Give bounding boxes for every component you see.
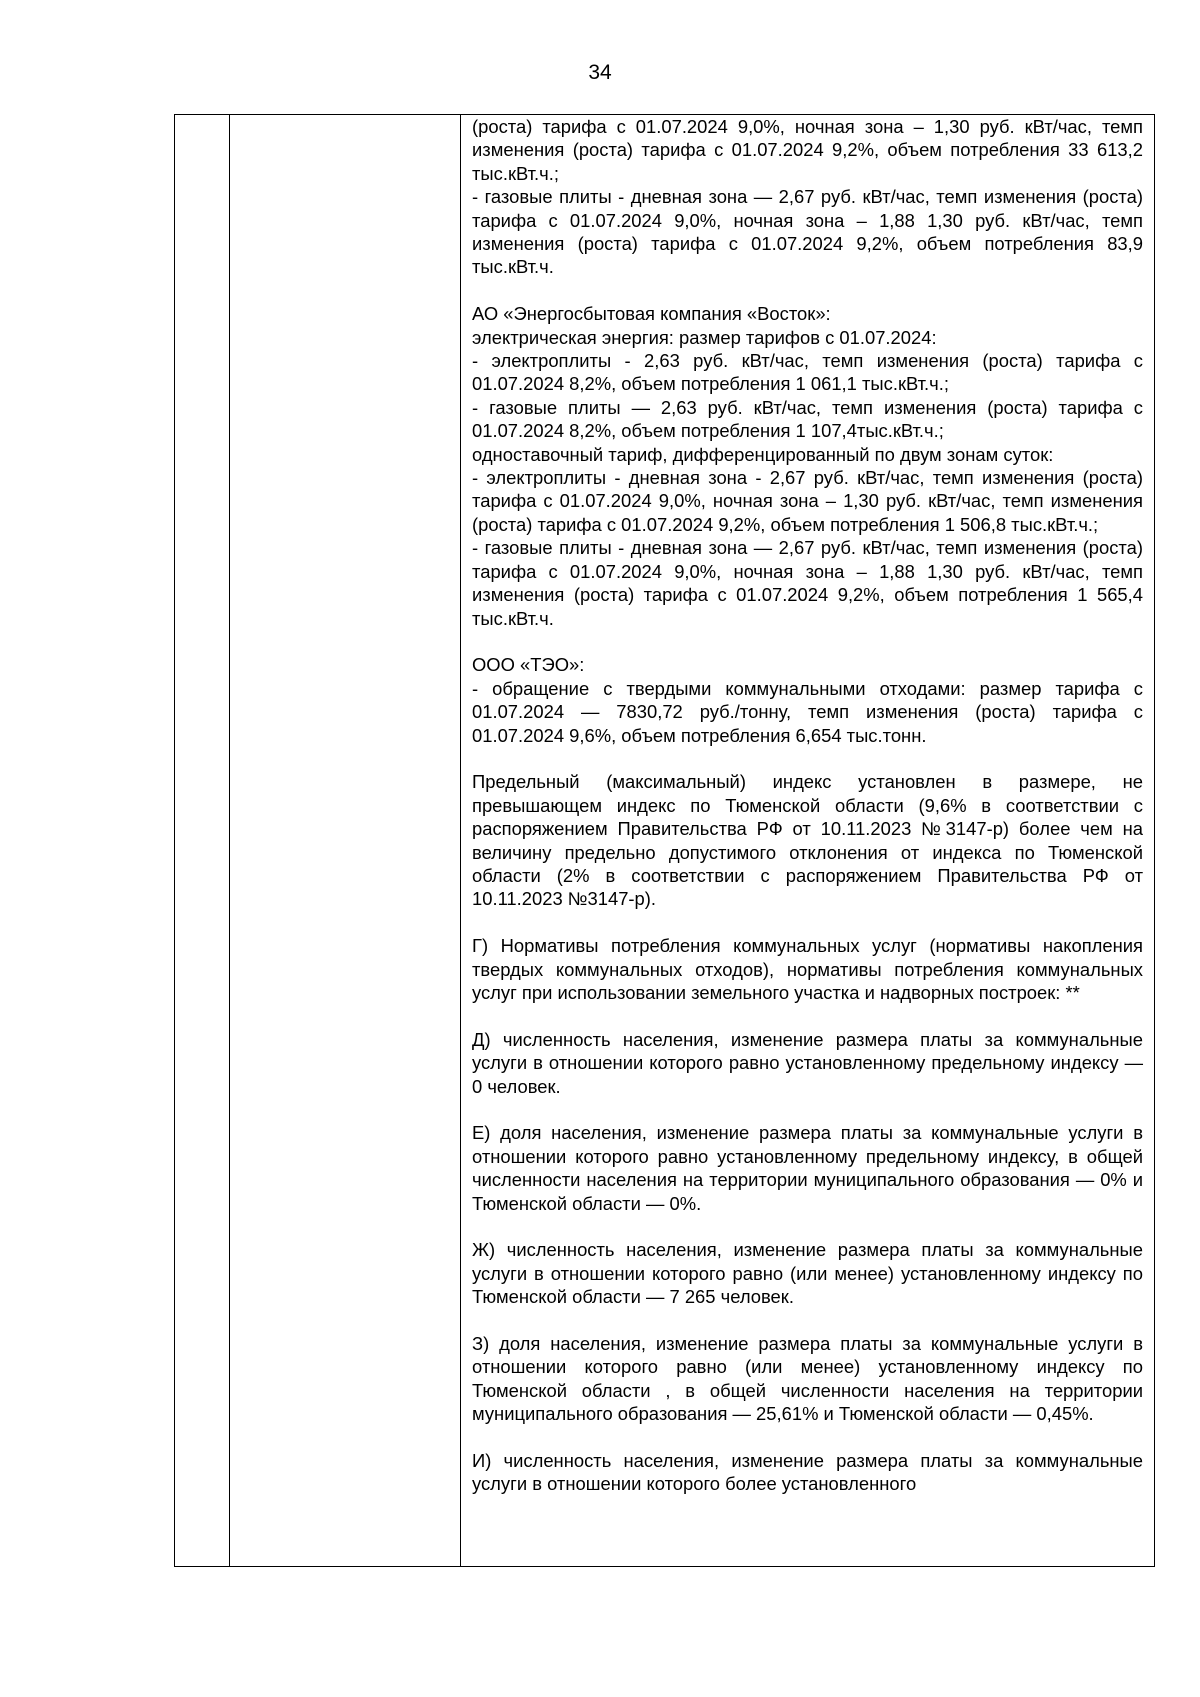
table-paragraph: - газовые плиты - дневная зона — 2,67 руб. кВт/час, темп изменения (роста) тарифа с 01.07.2024 9,0%, ночная зона – 1,88 1,30 руб. кВт/час, темп изменения (роста) тарифа с 01.07.2024 9,2%, объем потребления 1 565,4 тыс.кВт.ч. <box>472 537 1143 629</box>
table-paragraph: И) численность населения, изменение размера платы за коммунальные услуги в отношении которого более установленного <box>472 1450 1143 1495</box>
table-paragraph: электрическая энергия: размер тарифов с 01.07.2024: <box>472 326 937 348</box>
document-table <box>174 114 1155 1567</box>
table-paragraph: одноставочный тариф, дифференцированный по двум зонам суток: <box>472 443 1054 465</box>
table-paragraph: Е) доля населения, изменение размера платы за коммунальные услуги в отношении которого равно установленному предельному индексу, в общей численности населения на территории муниципального образования — 0% и Тюменской области — 0%. <box>472 1122 1143 1214</box>
table-paragraph: Д) численность населения, изменение размера платы за коммунальные услуги в отношении которого равно установленному предельному индексу — 0 человек. <box>472 1028 1143 1097</box>
table-paragraph: Ж) численность населения, изменение размера платы за коммунальные услуги в отношении которого равно (или менее) установленному индексу по Тюменской области — 7 265 человек. <box>472 1239 1143 1308</box>
table-paragraph: - газовые плиты - дневная зона — 2,67 руб. кВт/час, темп изменения (роста) тарифа с 01.07.2024 9,0%, ночная зона – 1,88 1,30 руб. кВт/час, темп изменения (роста) тарифа с 01.07.2024 9,2%, объем потребления 83,9 тыс.кВт.ч. <box>472 186 1143 278</box>
table-paragraph: - электроплиты - дневная зона - 2,67 руб. кВт/час, темп изменения (роста) тарифа с 01.07.2024 9,0%, ночная зона – 1,30 руб. кВт/час, темп изменения (роста) тарифа с 01.07.2024 9,2%, объем потребления 1 506,8 тыс.кВт.ч.; <box>472 467 1143 535</box>
table-paragraph: (роста) тарифа с 01.07.2024 9,0%, ночная зона – 1,30 руб. кВт/час, темп изменения (роста) тарифа с 01.07.2024 9,2%, объем потребления 33 613,2 тыс.кВт.ч.; <box>472 116 1143 184</box>
page-number: 34 <box>588 61 612 84</box>
table-paragraph: - электроплиты - 2,63 руб. кВт/час, темп изменения (роста) тарифа с 01.07.2024 8,2%, объем потребления 1 061,1 тыс.кВт.ч.; <box>472 350 1143 395</box>
table-paragraph: - газовые плиты — 2,63 руб. кВт/час, темп изменения (роста) тарифа с 01.07.2024 8,2%, объем потребления 1 107,4тыс.кВт.ч.; <box>472 396 1143 442</box>
table-paragraph: - обращение с твердыми коммунальными отходами: размер тарифа с 01.07.2024 — 7830,72 руб./тонну, темп изменения (роста) тарифа с 01.07.2024 9,6%, объем потребления 6,654 тыс.тонн. <box>472 677 1143 746</box>
table-paragraph: Г) Нормативы потребления коммунальных услуг (нормативы накопления твердых коммунальных отходов), нормативы потребления коммунальных услуг при использовании земельного участка и надворных построек: ** <box>472 935 1143 1003</box>
table-paragraph: З) доля населения, изменение размера платы за коммунальные услуги в отношении которого равно (или менее) установленному индексу по Тюменской области , в общей численности населения на территории муниципального образования — 25,61% и Тюменской области — 0,45%. <box>472 1333 1143 1425</box>
table-paragraph: АО «Энергосбытовая компания «Восток»: <box>472 303 831 325</box>
table-column-number <box>175 115 230 1566</box>
table-column-content <box>461 115 1154 1566</box>
table-column-name <box>230 115 461 1566</box>
table-paragraph: Предельный (максимальный) индекс установлен в размере, не превышающем индекс по Тюменской области (9,6% в соответствии с распоряжением Правительства РФ от 10.11.2023 №3147-р) более чем на величину предельно допустимого отклонения от индекса по Тюменской области (2% в соответствии с распоряжением Правительства РФ от 10.11.2023 №3147-р). <box>472 771 1143 910</box>
table-paragraph: ООО «ТЭО»: <box>472 654 585 676</box>
